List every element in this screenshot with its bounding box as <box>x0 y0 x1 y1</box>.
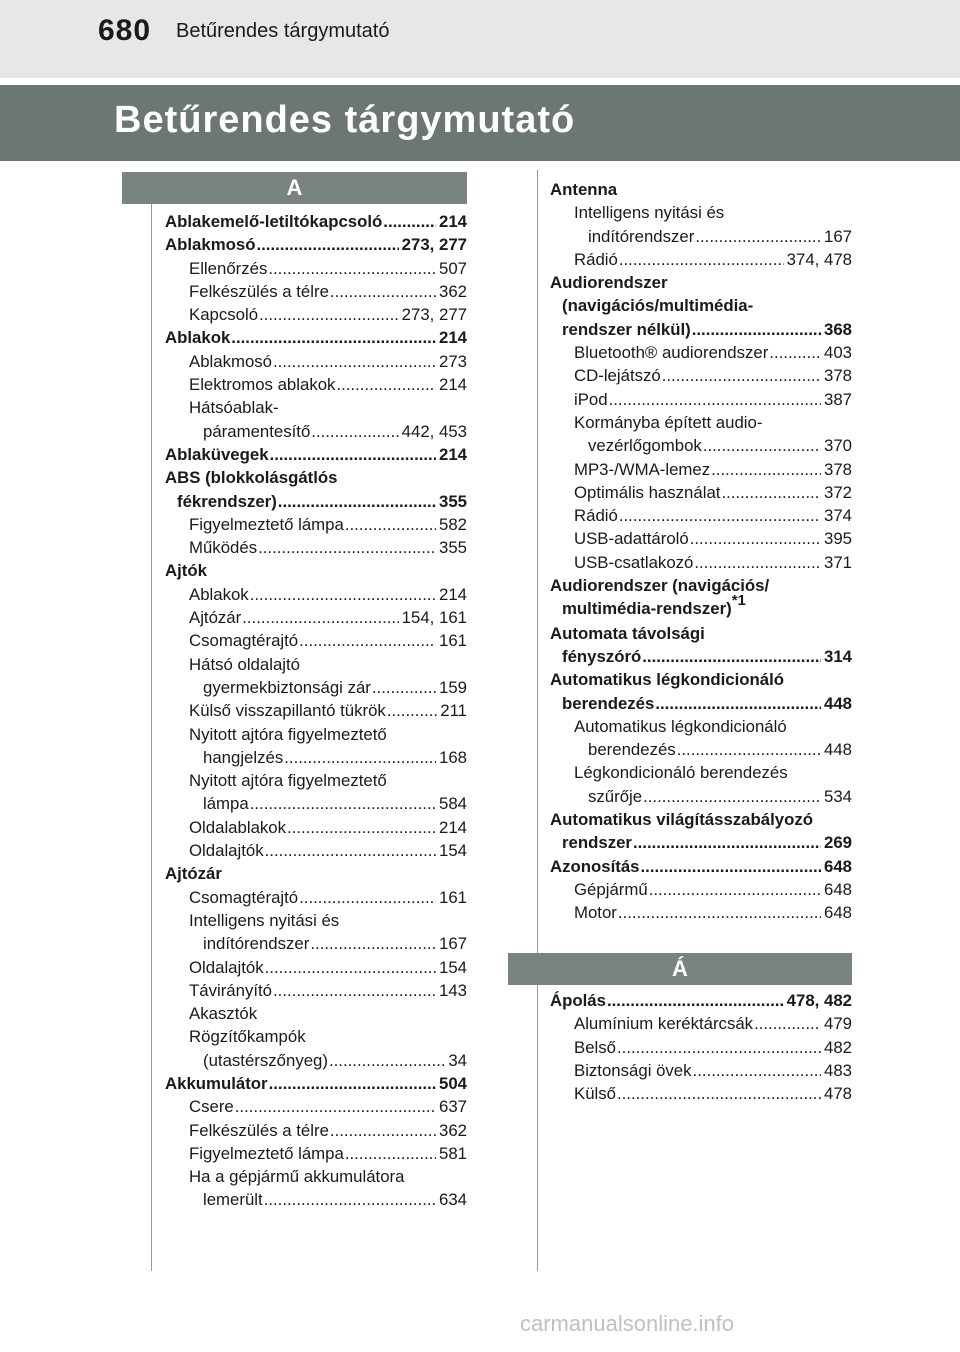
page-reference: 368 <box>824 319 852 339</box>
page-reference: 314 <box>824 646 852 666</box>
page-reference: 534 <box>824 786 852 806</box>
page-reference: 273, 277 <box>401 305 467 325</box>
leader-dots <box>372 676 436 699</box>
index-entry <box>550 504 852 527</box>
entry-text: Külső visszapillantó tükrök <box>189 701 386 721</box>
index-entry <box>550 411 852 434</box>
page-reference: 378 <box>824 366 852 386</box>
index-entry <box>550 341 852 364</box>
entry-text: Figyelmeztető lámpa <box>189 514 344 534</box>
entry-text: Automatikus légkondicionáló <box>550 670 785 690</box>
entry-text: Ha a gépjármű akkumulátora <box>189 1167 405 1187</box>
index-entry <box>550 622 852 645</box>
index-entry <box>550 761 852 784</box>
entry-text: Motor <box>574 903 617 923</box>
entry-text: Hátsó oldalajtó <box>189 654 301 674</box>
leader-dots <box>618 901 821 924</box>
entry-text: Elektromos ablakok <box>189 375 336 395</box>
page-reference: 507 <box>439 258 467 278</box>
leader-dots <box>299 886 436 909</box>
index-entry <box>165 699 467 722</box>
index-entry <box>165 816 467 839</box>
leader-dots <box>256 233 398 256</box>
index-entry <box>165 1049 467 1072</box>
index-entry <box>165 420 467 443</box>
leader-dots <box>284 746 436 769</box>
page-reference: 273 <box>439 351 467 371</box>
leader-dots <box>609 388 821 411</box>
page-reference: 371 <box>824 552 852 572</box>
index-entry <box>165 792 467 815</box>
index-entry <box>165 490 467 513</box>
page-reference: 214 <box>439 375 467 395</box>
page-reference: 167 <box>824 226 852 246</box>
entry-text: Rögzítőkampók <box>189 1027 306 1047</box>
page-reference: 34 <box>448 1050 467 1070</box>
index-entry <box>550 1059 852 1082</box>
index-entry <box>550 458 852 481</box>
index-entry <box>165 862 467 885</box>
page-number: 680 <box>98 14 152 47</box>
page-reference: 370 <box>824 436 852 456</box>
leader-dots <box>769 341 821 364</box>
entry-text: szűrője <box>588 786 643 806</box>
entry-text: Oldalablakok <box>189 817 287 837</box>
leader-dots <box>270 443 436 466</box>
entry-text: Antenna <box>550 180 618 199</box>
index-entry <box>550 294 852 317</box>
right-index-column <box>550 178 852 925</box>
index-entry <box>550 271 852 294</box>
leader-dots <box>655 692 821 715</box>
index-entry <box>165 1142 467 1165</box>
page-reference: 479 <box>824 1014 852 1034</box>
entry-text: Kormányba épített audio- <box>574 412 763 432</box>
index-entry <box>165 723 467 746</box>
leader-dots <box>330 1119 436 1142</box>
page-reference: 648 <box>824 903 852 923</box>
index-entry <box>165 606 467 629</box>
index-entry <box>165 1165 467 1188</box>
leader-dots <box>264 1188 436 1211</box>
entry-text: USB-adattároló <box>574 529 689 549</box>
page-reference: 584 <box>439 794 467 814</box>
entry-text: Audiorendszer (navigációs/ <box>550 576 770 596</box>
page-reference: 214 <box>439 817 467 837</box>
leader-dots <box>235 1095 436 1118</box>
page-reference: 504 <box>439 1073 467 1093</box>
page-reference: 154, 161 <box>401 608 467 628</box>
page-reference: 214 <box>439 584 467 604</box>
left-index-column <box>165 210 467 1212</box>
index-entry <box>165 1025 467 1048</box>
leader-dots <box>273 350 436 373</box>
entry-text: berendezés <box>588 740 676 760</box>
index-entry <box>550 878 852 901</box>
page-reference: 362 <box>439 1120 467 1140</box>
entry-text: Akasztók <box>189 1004 258 1024</box>
leader-dots <box>677 738 821 761</box>
leader-dots <box>250 792 436 815</box>
entry-text: Automatikus légkondicionáló <box>574 716 787 736</box>
index-entry <box>550 434 852 457</box>
page-reference: 648 <box>824 856 852 876</box>
index-entry <box>550 592 852 621</box>
leader-dots <box>643 785 821 808</box>
entry-text: Rádió <box>574 249 618 269</box>
entry-text: lemerült <box>203 1190 263 1210</box>
leader-dots <box>345 1142 436 1165</box>
entry-text: Ablaküvegek <box>165 444 269 464</box>
page-reference: 442, 453 <box>401 421 467 441</box>
leader-dots <box>693 1059 821 1082</box>
section-title-bar <box>0 85 960 161</box>
leader-dots <box>633 831 821 854</box>
page-reference: 637 <box>439 1097 467 1117</box>
leader-dots <box>287 816 436 839</box>
index-entry <box>165 210 467 233</box>
index-entry <box>165 1095 467 1118</box>
index-entry <box>550 481 852 504</box>
page-reference: 269 <box>824 833 852 853</box>
leader-dots <box>311 420 398 443</box>
index-entry <box>550 201 852 224</box>
entry-text: Bluetooth® audiorendszer <box>574 343 769 363</box>
page-reference: 211 <box>440 701 467 721</box>
page-reference: 154 <box>439 841 467 861</box>
leader-dots <box>345 513 436 536</box>
index-entry <box>550 248 852 271</box>
page-header <box>0 0 960 78</box>
page-reference: 634 <box>439 1190 467 1210</box>
page-reference: 374 <box>824 506 852 526</box>
leader-dots <box>711 458 821 481</box>
page-reference: 448 <box>824 740 852 760</box>
leader-dots <box>721 481 821 504</box>
index-entry <box>550 1036 852 1059</box>
index-entry <box>165 956 467 979</box>
entry-text: Ajtózár <box>189 608 242 628</box>
entry-text: berendezés <box>562 693 655 713</box>
page-reference: 478 <box>824 1084 852 1104</box>
entry-text: Nyitott ajtóra figyelmeztető <box>189 771 387 791</box>
leader-dots <box>690 527 821 550</box>
index-entry <box>165 1072 467 1095</box>
index-entry <box>550 855 852 878</box>
page-reference: 214 <box>439 444 467 464</box>
page-reference: 214 <box>439 212 467 231</box>
entry-text: Ellenőrzés <box>189 258 268 278</box>
entry-text: (navigációs/multimédia- <box>562 296 754 316</box>
index-entry <box>550 738 852 761</box>
index-entry <box>550 574 852 597</box>
index-entry <box>165 373 467 396</box>
index-entry <box>550 808 852 831</box>
page-reference: 214 <box>439 328 467 348</box>
leader-dots <box>619 504 821 527</box>
entry-text: Felkészülés a télre <box>189 1120 329 1140</box>
page-reference: 482 <box>824 1037 852 1057</box>
page-reference: 154 <box>439 957 467 977</box>
leader-dots <box>250 583 436 606</box>
entry-text: Ablakemelő-letiltókapcsoló <box>165 212 383 231</box>
entry-text: Ablakmosó <box>189 351 273 371</box>
leader-dots <box>641 855 821 878</box>
index-entry <box>165 1188 467 1211</box>
entry-text: Kapcsoló <box>189 305 259 325</box>
index-entry <box>550 692 852 715</box>
page-reference: 582 <box>439 514 467 534</box>
entry-text: fényszóró <box>562 646 642 666</box>
index-entry <box>165 233 467 256</box>
entry-text: Távirányító <box>189 980 273 1000</box>
entry-text: MP3-/WMA-lemez <box>574 459 711 479</box>
entry-text: Ablakok <box>165 328 231 348</box>
leader-dots <box>617 1036 821 1059</box>
leader-dots <box>268 257 436 280</box>
entry-text: Csomagtérajtó <box>189 887 299 907</box>
page-reference: 403 <box>824 343 852 363</box>
right-index-column-a-acute <box>550 989 852 1105</box>
entry-text: Intelligens nyitási és <box>189 910 340 930</box>
page-reference: 168 <box>439 747 467 767</box>
page-reference: 143 <box>439 980 467 1000</box>
leader-dots <box>242 606 398 629</box>
index-entry <box>165 1002 467 1025</box>
index-entry <box>165 350 467 373</box>
leader-dots <box>269 1072 436 1095</box>
entry-text: Akkumulátor <box>165 1073 268 1093</box>
index-entry <box>165 396 467 419</box>
index-entry <box>165 769 467 792</box>
left-column-rule <box>151 203 152 1271</box>
entry-text: Automatikus világításszabályozó <box>550 810 813 830</box>
leader-dots <box>278 490 436 513</box>
index-entry <box>550 551 852 574</box>
entry-text: Intelligens nyitási és <box>574 203 725 223</box>
index-entry <box>550 785 852 808</box>
index-entry <box>550 831 852 854</box>
index-entry <box>165 257 467 280</box>
page-title: Betűrendes tárgymutató <box>114 99 576 141</box>
entry-text: Működés <box>189 538 258 558</box>
leader-dots <box>662 364 821 387</box>
page-reference: 581 <box>439 1143 467 1163</box>
index-entry <box>165 629 467 652</box>
entry-text: Automata távolsági <box>550 623 705 643</box>
leader-dots <box>607 989 784 1012</box>
index-entry <box>550 178 852 201</box>
entry-text: Csomagtérajtó <box>189 631 299 651</box>
index-entry <box>165 326 467 349</box>
entry-text: fékrendszer) <box>177 491 277 511</box>
page-reference: 387 <box>824 389 852 409</box>
page-reference: 362 <box>439 281 467 301</box>
page-reference: 273, 277 <box>401 235 467 255</box>
index-entry <box>550 901 852 924</box>
entry-text: Légkondicionáló berendezés <box>574 763 788 783</box>
entry-text: gyermekbiztonsági zár <box>203 677 371 697</box>
index-entry <box>165 280 467 303</box>
leader-dots <box>387 699 437 722</box>
entry-text: (utastérszőnyeg) <box>203 1050 328 1070</box>
leader-dots <box>330 280 436 303</box>
index-entry <box>550 527 852 550</box>
index-entry <box>165 909 467 932</box>
page-reference: 395 <box>824 529 852 549</box>
leader-dots <box>703 434 821 457</box>
page-reference: 355 <box>439 538 467 558</box>
leader-dots <box>754 1012 821 1035</box>
entry-text: Ajtók <box>165 561 207 581</box>
letter-heading-a: A <box>122 172 467 204</box>
index-entry <box>165 979 467 1002</box>
index-entry <box>165 303 467 326</box>
leader-dots <box>695 225 821 248</box>
entry-text: indítórendszer <box>203 934 310 954</box>
footnote-marker: *1 <box>731 592 746 610</box>
entry-text: Ablakmosó <box>165 235 256 255</box>
index-entry <box>165 653 467 676</box>
leader-dots <box>299 629 436 652</box>
page-reference: 648 <box>824 879 852 899</box>
index-entry <box>550 225 852 248</box>
page-reference: 355 <box>439 491 467 511</box>
entry-text: Belső <box>574 1037 616 1057</box>
page-reference: 483 <box>824 1060 852 1080</box>
index-entry <box>165 513 467 536</box>
index-entry <box>550 318 852 341</box>
leader-dots <box>642 645 821 668</box>
leader-dots <box>265 839 436 862</box>
entry-text: indítórendszer <box>588 226 695 246</box>
leader-dots <box>259 303 399 326</box>
entry-text: iPod <box>574 389 608 409</box>
leader-dots <box>692 318 821 341</box>
leader-dots <box>231 326 436 349</box>
entry-text: Optimális használat <box>574 482 721 502</box>
index-entry <box>165 536 467 559</box>
index-entry <box>550 1012 852 1035</box>
leader-dots <box>649 878 821 901</box>
leader-dots <box>273 979 436 1002</box>
entry-text: rendszer <box>562 833 632 853</box>
index-entry <box>550 989 852 1012</box>
entry-text: Oldalajtók <box>189 841 264 861</box>
page-reference: 372 <box>824 482 852 502</box>
index-entry <box>165 746 467 769</box>
index-entry <box>550 715 852 738</box>
entry-text: Biztonsági övek <box>574 1060 692 1080</box>
index-entry <box>550 388 852 411</box>
entry-text: ABS (blokkolásgátlós <box>165 468 338 488</box>
entry-text: CD-lejátszó <box>574 366 661 386</box>
index-entry <box>165 839 467 862</box>
entry-text: vezérlőgombok <box>588 436 702 456</box>
leader-dots <box>619 248 784 271</box>
page-reference: 159 <box>439 677 467 697</box>
entry-text: lámpa <box>203 794 249 814</box>
index-entry <box>550 645 852 668</box>
page-reference: 378 <box>824 459 852 479</box>
index-entry <box>165 466 467 489</box>
leader-dots <box>258 536 436 559</box>
leader-dots <box>336 373 436 396</box>
entry-text: Oldalajtók <box>189 957 264 977</box>
entry-text: Nyitott ajtóra figyelmeztető <box>189 724 387 744</box>
index-entry <box>165 559 467 582</box>
leader-dots <box>383 210 436 233</box>
leader-dots <box>329 1049 445 1072</box>
entry-text: Hátsóablak- <box>189 398 279 418</box>
letter-heading-a-acute: Á <box>508 953 852 985</box>
page-reference: 374, 478 <box>786 249 852 269</box>
running-title: Betűrendes tárgymutató <box>176 20 390 42</box>
index-entry <box>550 668 852 691</box>
leader-dots <box>694 551 821 574</box>
entry-text: multimédia-rendszer) <box>562 599 732 619</box>
entry-text: Ablakok <box>189 584 249 604</box>
entry-text: Csere <box>189 1097 234 1117</box>
entry-text: Külső <box>574 1084 616 1104</box>
index-entry <box>165 676 467 699</box>
entry-text: Azonosítás <box>550 856 640 876</box>
entry-text: hangjelzés <box>203 747 284 767</box>
index-entry <box>165 1119 467 1142</box>
entry-text: Ajtózár <box>165 864 222 884</box>
entry-text: páramentesítő <box>203 421 311 441</box>
page-reference: 161 <box>439 887 467 907</box>
entry-text: Gépjármű <box>574 879 648 899</box>
watermark: carmanualsonline.info <box>520 1311 735 1336</box>
entry-text: Figyelmeztető lámpa <box>189 1143 344 1163</box>
page-reference: 161 <box>439 631 467 651</box>
page-reference: 448 <box>824 693 852 713</box>
entry-text: USB-csatlakozó <box>574 552 694 572</box>
entry-text: Rádió <box>574 506 618 526</box>
entry-text: Felkészülés a télre <box>189 281 329 301</box>
entry-text: Alumínium keréktárcsák <box>574 1014 754 1034</box>
index-entry <box>550 364 852 387</box>
center-column-rule <box>537 170 538 1271</box>
page-reference: 478, 482 <box>786 991 852 1010</box>
page-reference: 167 <box>439 934 467 954</box>
index-entry <box>550 1082 852 1105</box>
leader-dots <box>617 1082 821 1105</box>
entry-text: Audiorendszer <box>550 273 668 293</box>
index-entry <box>165 886 467 909</box>
entry-text: rendszer nélkül) <box>562 319 691 339</box>
leader-dots <box>265 956 436 979</box>
index-entry <box>165 583 467 606</box>
index-entry <box>165 443 467 466</box>
entry-text: Ápolás <box>550 991 606 1010</box>
index-entry <box>165 932 467 955</box>
leader-dots <box>310 932 436 955</box>
